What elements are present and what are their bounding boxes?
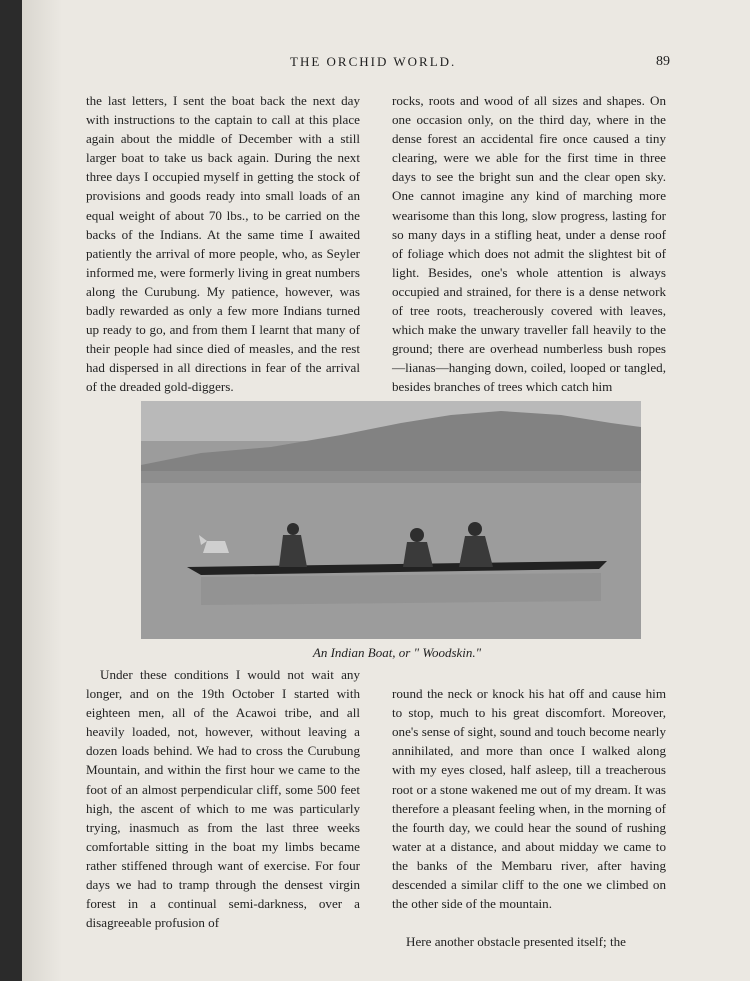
photo-figure-1 [287, 523, 299, 535]
photo-reflection [201, 573, 601, 605]
photograph-indian-boat [141, 401, 641, 639]
column-bottom-right [392, 665, 666, 971]
photo-figure-2 [410, 528, 424, 542]
paragraph-bottom-right-2: Here another obstacle presented itself; the [406, 934, 626, 950]
running-head [22, 54, 750, 74]
photo-shoreline [141, 471, 641, 483]
photo-figure-3 [468, 522, 482, 536]
column-bottom-left: Under these conditions I would not wait any longer, and on the 19th October I started with eighteen men, all of the Acawoi tribe, and all heavily loaded, not, however, without leaving a dozen loads behind. We had to cross the Curubung Mountain, and within the first hour we came to the foot of an almost perpendicular cliff, some 500 feet high, the ascent of which to me was particularly trying, inasmuch as from the last three weeks comfortable sitting in the boat my limbs became rather stiffened through want of exercise. For four days we had to tramp through the densest virgin forest in a continual semi-darkness, over a disagreeable profusion of [86, 667, 360, 931]
figure-caption: An Indian Boat, or " Woodskin." [312, 645, 482, 660]
running-title: THE ORCHID WORLD. [290, 54, 457, 69]
column-top-right: rocks, roots and wood of all sizes and shapes. On one occasion only, on the third day, where in the dense forest an accidental fire once caused a tiny clearing, were we able for the first time in three days to see the bright sun and the clear open sky. One cannot imagine any kind of marching more wearisome than this long, slow progress, lasting for so many days in a stifling heat, under a dense roof of foliage which does not admit the slightest bit of light. Besides, one's whole attention is always occupied and strained, for there is a dense network of tree roots, treacherously covered with leaves, which make the unwary traveller fall heavily to the ground; there are overhead numberless bush ropes—lianas—hanging down, coiled, looped or tangled, besides branches of trees which catch him [392, 93, 666, 395]
photo-dog [203, 541, 229, 553]
paragraph-bottom-right-1: round the neck or knock his hat off and cause him to stop, much to his great discomfort. Moreover, one's sense of sight, sound and touch become nearly annihilated, and more than once I walked along with my eyes closed, half asleep, till a treacherous root or a stone wakened me out of my dream. It was therefore a pleasant feeling when, in the morning of the fourth day, we could hear the sound of rushing water at a distance, and about midday we came to the banks of the Membaru river, after having descended a similar cliff to the one we climbed on the other side of the mountain. [392, 686, 666, 912]
column-top-left: the last letters, I sent the boat back the next day with instructions to the captain to call at this place again about the middle of December with a still larger boat to take us back again. During the next three days I occupied myself in getting the stock of provisions and goods ready into small loads of an equal weight of about 70 lbs., to be carried on the backs of the Indians. At the same time I awaited patiently the arrival of more people, who, as Seyler informed me, were formerly living in great numbers along the Curubung. My patience, however, was badly rewarded as only a few more Indians turned up ready to go, and from them I learnt that many of their people had since died of measles, and the rest had dispersed in all directions in fear of the arrival of the dreaded gold-diggers. [86, 93, 360, 395]
page-number: 89 [656, 54, 670, 69]
boat-photo-illustration [141, 401, 641, 639]
book-page [22, 0, 750, 981]
